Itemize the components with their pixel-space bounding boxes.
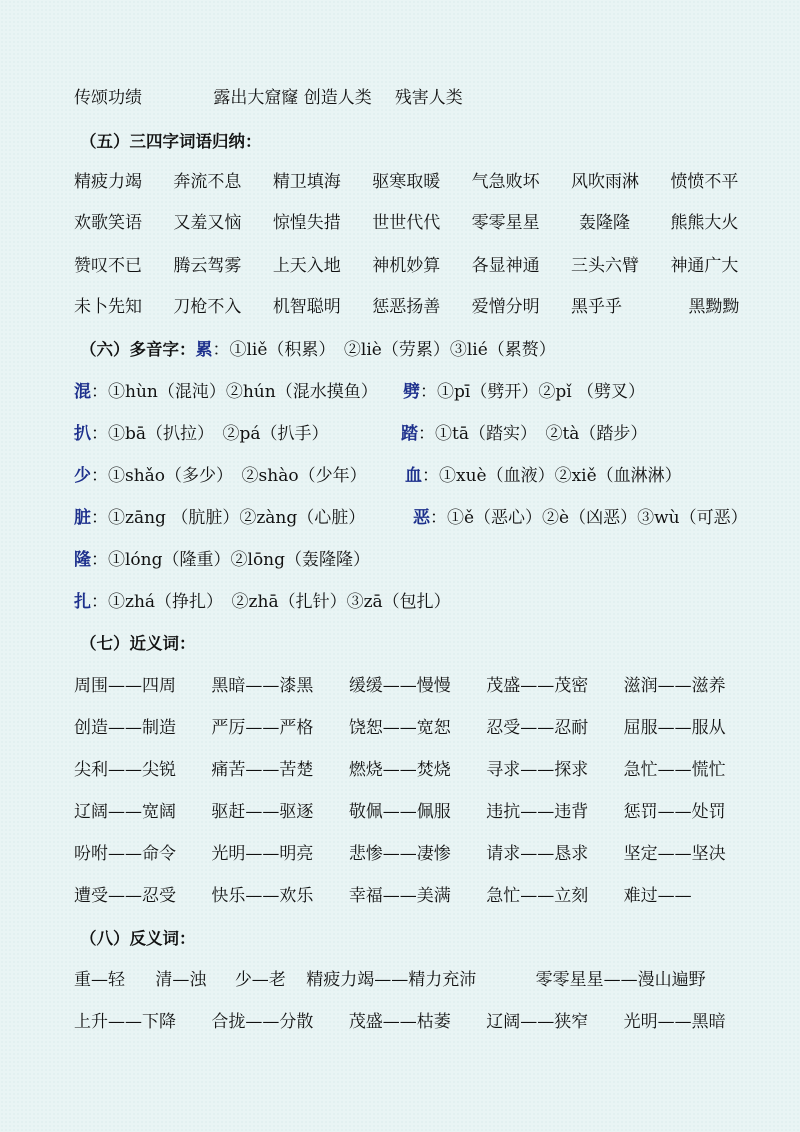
synonym-pair: 屈服——服从 <box>623 718 726 738</box>
polyphone-readings: ：①shǎo（多少） ②shào（少年） <box>91 466 367 486</box>
vocab-item: 轰隆隆 <box>579 213 631 233</box>
synonym-pair: 敬佩——佩服 <box>348 802 451 822</box>
section-heading: （六）多音字： <box>80 340 196 359</box>
antonym-pair: 清—浊 <box>155 970 207 990</box>
synonym-pair: 悲惨——凄惨 <box>348 844 451 864</box>
vocab-item: 黑乎乎 <box>571 297 623 317</box>
vocab-item: 气急败坏 <box>471 172 540 192</box>
synonym-pair: 创造——制造 <box>74 718 176 738</box>
polyphone-char: 血 <box>405 466 422 486</box>
vocab-item: 又羞又恼 <box>173 213 242 233</box>
vocab-row <box>74 86 463 110</box>
synonym-pair: 驱赶——驱逐 <box>211 802 314 822</box>
polyphone-row <box>74 506 748 530</box>
polyphone-readings: ：①zhá（挣扎） ②zhā（扎针）③zā（包扎） <box>91 592 451 612</box>
antonym-row <box>74 968 706 992</box>
polyphone-char: 踏 <box>401 424 418 444</box>
synonym-row <box>74 674 726 698</box>
antonym-pair: 茂盛——枯萎 <box>348 1012 451 1032</box>
synonym-row <box>74 800 726 824</box>
vocab-item: 三头六臂 <box>571 256 640 276</box>
vocab-item: 机智聪明 <box>272 297 341 317</box>
polyphone-readings: ：①tā（踏实） ②tà（踏步） <box>418 424 648 444</box>
antonym-row <box>74 1010 726 1034</box>
antonym-pair: 辽阔——狭窄 <box>486 1012 589 1032</box>
vocab-item: 欢歌笑语 <box>74 213 142 233</box>
synonym-pair: 快乐——欢乐 <box>211 886 314 906</box>
polyphone-char: 累 <box>195 340 213 360</box>
vocab-item: 精疲力竭 <box>74 172 142 192</box>
vocab-row <box>74 254 738 278</box>
vocab-item: 腾云驾雾 <box>173 256 242 276</box>
vocab-item: 刀枪不入 <box>173 297 242 317</box>
vocab-item: 各显神通 <box>471 256 540 276</box>
synonym-pair: 茂盛——茂密 <box>486 676 589 696</box>
synonym-row <box>74 842 726 866</box>
vocab-item: 奔流不息 <box>173 172 242 192</box>
polyphone-readings: ：①ě（恶心）②è（凶恶）③wù（可恶） <box>430 508 748 528</box>
vocab-item: 上天入地 <box>272 256 341 276</box>
polyphone-char: 劈 <box>403 382 420 402</box>
synonym-row <box>74 716 726 740</box>
synonym-pair: 急忙——立刻 <box>486 886 589 906</box>
polyphone-row <box>74 590 451 614</box>
section-heading: （五）三四字词语归纳： <box>80 132 262 151</box>
vocab-item: 露出大窟窿 创造人类 <box>213 88 372 108</box>
synonym-pair: 急忙——慌忙 <box>623 760 726 780</box>
polyphone-char: 脏 <box>74 508 91 528</box>
synonym-row <box>74 758 726 782</box>
polyphone-char: 扎 <box>74 592 91 612</box>
antonym-pair: 合拢——分散 <box>211 1012 314 1032</box>
vocab-row <box>74 170 738 194</box>
polyphone-row <box>74 548 370 572</box>
vocab-item: 惩恶扬善 <box>372 297 441 317</box>
vocab-item: 传颂功绩 <box>74 88 142 108</box>
polyphone-readings: ：①liě（积累） ②liè（劳累）③lié（累赘） <box>212 340 556 360</box>
synonym-pair: 饶恕——宽恕 <box>348 718 451 738</box>
polyphone-row <box>74 422 647 446</box>
antonym-pair: 重—轻 <box>74 970 125 990</box>
synonym-pair: 遭受——忍受 <box>74 886 176 906</box>
synonym-row <box>74 884 692 908</box>
section-heading: （七）近义词： <box>80 634 196 653</box>
antonym-pair: 光明——黑暗 <box>623 1012 726 1032</box>
vocab-item: 精卫填海 <box>272 172 341 192</box>
polyphone-char: 混 <box>74 382 91 402</box>
polyphone-char: 少 <box>74 466 91 486</box>
synonym-pair: 光明——明亮 <box>211 844 314 864</box>
antonym-pair: 精疲力竭——精力充沛 <box>306 970 477 990</box>
vocab-item: 残害人类 <box>394 88 463 108</box>
vocab-item: 驱寒取暖 <box>372 172 441 192</box>
synonym-pair: 痛苦——苦楚 <box>211 760 314 780</box>
vocab-item: 风吹雨淋 <box>571 172 640 192</box>
antonym-pair: 少—老 <box>234 970 286 990</box>
synonym-pair: 辽阔——宽阔 <box>74 802 176 822</box>
synonym-pair: 难过—— <box>623 886 692 906</box>
vocab-item: 未卜先知 <box>74 297 142 317</box>
synonym-pair: 坚定——坚决 <box>623 844 726 864</box>
synonym-pair: 违抗——违背 <box>486 802 589 822</box>
polyphone-readings: ：①zāng （肮脏）②zàng（心脏） <box>91 508 366 528</box>
synonym-pair: 惩罚——处罚 <box>623 802 726 822</box>
vocab-row <box>74 211 738 235</box>
polyphone-readings: ：①pī（劈开）②pǐ （劈叉） <box>420 382 646 402</box>
synonym-pair: 忍受——忍耐 <box>486 718 589 738</box>
polyphone-char: 恶 <box>413 508 430 528</box>
vocab-item: 世世代代 <box>372 213 441 233</box>
polyphone-char: 扒 <box>74 424 91 444</box>
synonym-pair: 缓缓——慢慢 <box>348 676 451 696</box>
polyphone-char: 隆 <box>74 550 91 570</box>
synonym-pair: 周围——四周 <box>74 676 176 696</box>
polyphone-row <box>74 464 682 488</box>
vocab-item: 熊熊大火 <box>670 213 739 233</box>
vocab-item: 愤愤不平 <box>670 172 739 192</box>
vocab-item: 爱憎分明 <box>471 297 540 317</box>
vocab-row <box>74 295 739 319</box>
antonym-pair: 零零星星——漫山遍野 <box>535 970 706 990</box>
vocab-item: 神机妙算 <box>372 256 441 276</box>
vocab-item: 神通广大 <box>670 256 739 276</box>
vocab-item: 惊惶失措 <box>272 213 341 233</box>
synonym-pair: 幸福——美满 <box>348 886 451 906</box>
polyphone-readings: ：①hùn（混沌）②hún（混水摸鱼） <box>91 382 378 402</box>
vocab-item: 零零星星 <box>471 213 540 233</box>
polyphone-readings: ：①bā（扒拉） ②pá（扒手） <box>91 424 329 444</box>
polyphone-readings: ：①xuè（血液）②xiě（血淋淋） <box>422 466 682 486</box>
synonym-pair: 尖利——尖锐 <box>74 760 176 780</box>
synonym-pair: 黑暗——漆黑 <box>211 676 314 696</box>
synonym-pair: 寻求——探求 <box>486 760 589 780</box>
synonym-pair: 严厉——严格 <box>211 718 314 738</box>
antonym-pair: 上升——下降 <box>74 1012 176 1032</box>
polyphone-row <box>74 380 645 404</box>
vocab-item: 赞叹不已 <box>74 256 142 276</box>
polyphone-readings: ：①lóng（隆重）②lōng（轰隆隆） <box>91 550 371 570</box>
section-heading: （八）反义词： <box>80 929 196 948</box>
synonym-pair: 燃烧——焚烧 <box>348 760 451 780</box>
synonym-pair: 吩咐——命令 <box>74 844 176 864</box>
synonym-pair: 滋润——滋养 <box>623 676 726 696</box>
polyphone-row <box>80 338 556 362</box>
synonym-pair: 请求——恳求 <box>486 844 589 864</box>
vocab-item: 黑黝黝 <box>688 297 740 317</box>
